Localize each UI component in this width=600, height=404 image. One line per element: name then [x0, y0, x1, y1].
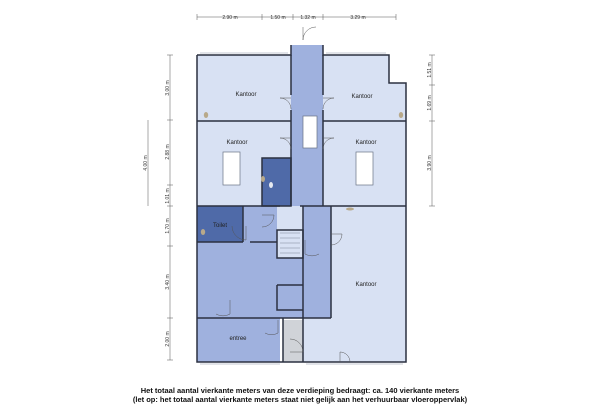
dim-top-4: 3.29 m [350, 15, 366, 21]
dim-left-4: 1.70 m [165, 218, 171, 234]
footer-total-area: Het totaal aantal vierkante meters van deze verdieping bedraagt: ca. 140 vierkante meters [140, 386, 460, 395]
dim-left-1: 3.00 m [165, 80, 171, 96]
label-kantoor-mid-left: Kantoor [226, 140, 248, 146]
table-kantoor-mid-right [356, 152, 373, 185]
dim-right-2: 1.69 m [427, 95, 433, 111]
label-kantoor-large: Kantoor [355, 282, 377, 288]
dim-left-3: 1.01 m [165, 188, 171, 204]
room-kantoor-top-right [323, 55, 389, 121]
room-fills [197, 45, 406, 362]
dim-left-2: 2.88 m [165, 144, 171, 160]
dim-top-1: 2.90 m [222, 15, 238, 21]
table-kantoor-mid-left [223, 152, 240, 185]
label-toilet: Toilet [212, 223, 228, 229]
footer-disclaimer: (let op: het totaal aantal vierkante meters staat niet gelijk aan het verhuurbaar vloeroppervlak) [132, 395, 468, 404]
toilet-bowl [269, 182, 273, 188]
dim-right-1: 1.51 m [427, 62, 433, 78]
room-service [262, 158, 291, 206]
room-kantoor-top-left [197, 55, 291, 121]
label-entree: entree [229, 336, 247, 342]
label-kantoor-top-right: Kantoor [351, 94, 373, 100]
hall [197, 242, 277, 318]
entrance-vestibule [283, 320, 303, 362]
dim-top-2: 1.50 m [270, 15, 286, 21]
dim-left-6: 2.00 m [165, 331, 171, 347]
left-dimension-line [148, 55, 173, 360]
dim-right-3: 3.90 m [427, 155, 433, 171]
dim-left-total: 4.00 m [143, 155, 149, 171]
dim-top-3: 1.32 m [300, 15, 316, 21]
label-kantoor-top-left: Kantoor [235, 92, 257, 98]
table-corridor [303, 116, 317, 148]
stairs [277, 206, 303, 258]
dim-left-5: 3.40 m [165, 274, 171, 290]
label-kantoor-mid-right: Kantoor [355, 140, 377, 146]
